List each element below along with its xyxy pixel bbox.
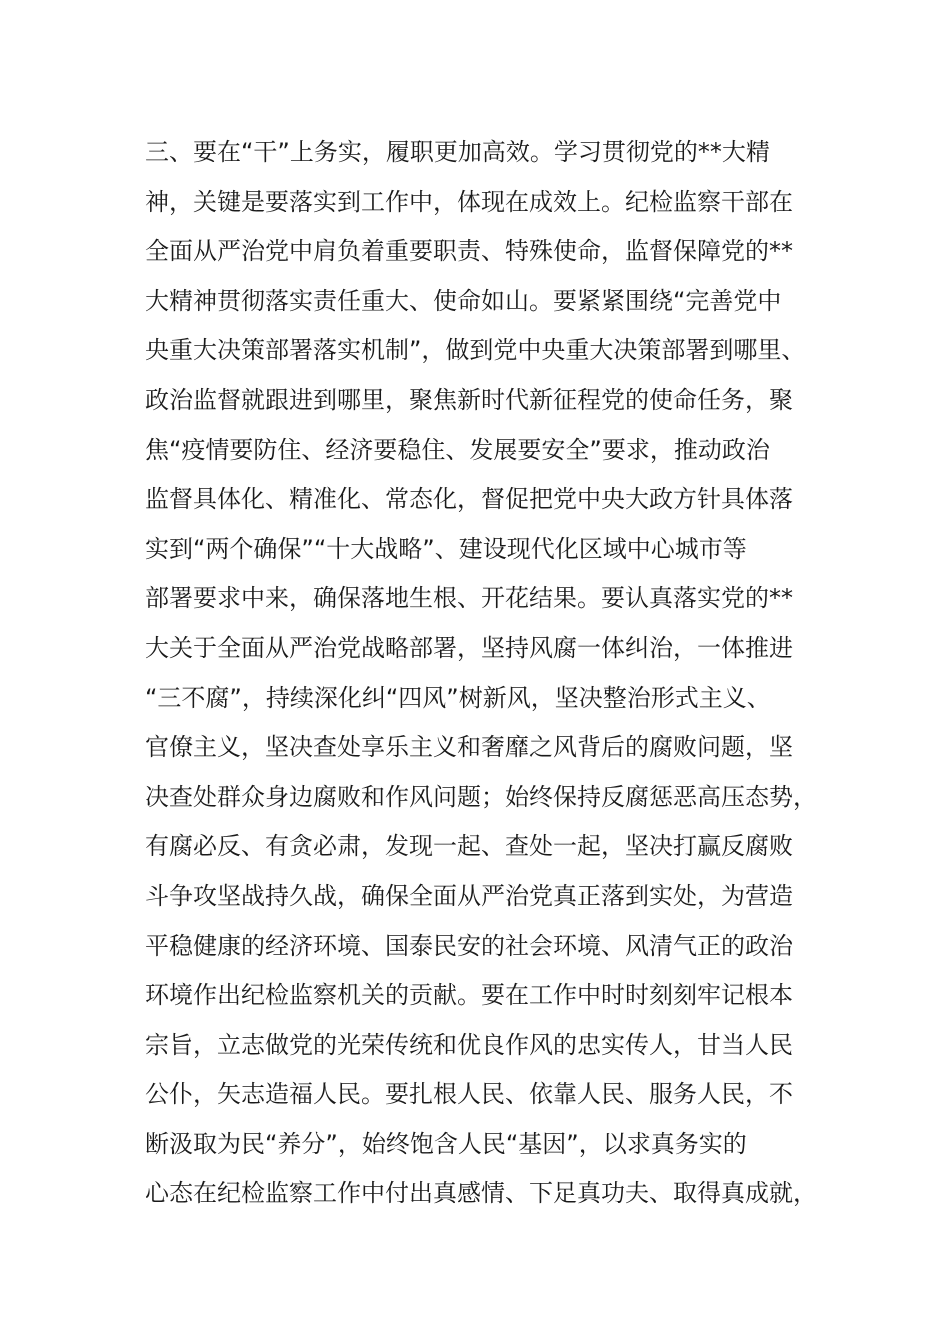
paragraph-line: 心态在纪检监察工作中付出真感情、下足真功夫、取得真成就， bbox=[145, 1179, 817, 1208]
paragraph-line: “三不腐”，持续深化纠“四风”树新风，坚决整治形式主义、 bbox=[145, 683, 771, 712]
paragraph-line: 政治监督就跟进到哪里，聚焦新时代新征程党的使命任务，聚 bbox=[145, 385, 793, 414]
paragraph-line: 监督具体化、精准化、常态化，督促把党中央大政方针具体落 bbox=[145, 485, 793, 514]
paragraph-line: 宗旨，立志做党的光荣传统和优良作风的忠实传人，甘当人民 bbox=[145, 1030, 793, 1059]
paragraph-line: 斗争攻坚战持久战，确保全面从严治党真正落到实处，为营造 bbox=[145, 881, 793, 910]
paragraph-line: 焦“疫情要防住、经济要稳住、发展要安全”要求，推动政治 bbox=[145, 435, 770, 464]
paragraph-line: 有腐必反、有贪必肃，发现一起、查处一起，坚决打赢反腐败 bbox=[145, 832, 793, 861]
paragraph-line: 三、要在“干”上务实，履职更加高效。学习贯彻党的**大精 bbox=[145, 138, 770, 166]
paragraph-line: 神，关键是要落实到工作中，体现在成效上。纪检监察干部在 bbox=[145, 187, 793, 216]
paragraph-line: 公仆，矢志造福人民。要扎根人民、依靠人民、服务人民，不 bbox=[145, 1080, 793, 1109]
paragraph-line: 官僚主义，坚决查处享乐主义和奢靡之风背后的腐败问题，坚 bbox=[145, 733, 793, 762]
paragraph-line: 全面从严治党中肩负着重要职责、特殊使命，监督保障党的** bbox=[145, 237, 793, 266]
paragraph-line: 平稳健康的经济环境、国泰民安的社会环境、风清气正的政治 bbox=[145, 931, 793, 960]
paragraph-line: 断汲取为民“养分”，始终饱含人民“基因”，以求真务实的 bbox=[145, 1129, 747, 1158]
paragraph-line: 环境作出纪检监察机关的贡献。要在工作中时时刻刻牢记根本 bbox=[145, 981, 793, 1010]
paragraph-line: 大关于全面从严治党战略部署，坚持风腐一体纠治，一体推进 bbox=[145, 633, 793, 662]
paragraph-line: 决查处群众身边腐败和作风问题；始终保持反腐惩恶高压态势， bbox=[145, 782, 817, 811]
paragraph-line: 央重大决策部署落实机制”，做到党中央重大决策部署到哪里、 bbox=[145, 336, 806, 365]
paragraph-line: 实到“两个确保”“十大战略”、建设现代化区域中心城市等 bbox=[145, 534, 747, 563]
body-paragraph bbox=[145, 128, 835, 1219]
paragraph-line: 大精神贯彻落实责任重大、使命如山。要紧紧围绕“完善党中 bbox=[145, 286, 782, 315]
paragraph-line: 部署要求中来，确保落地生根、开花结果。要认真落实党的** bbox=[145, 584, 793, 613]
